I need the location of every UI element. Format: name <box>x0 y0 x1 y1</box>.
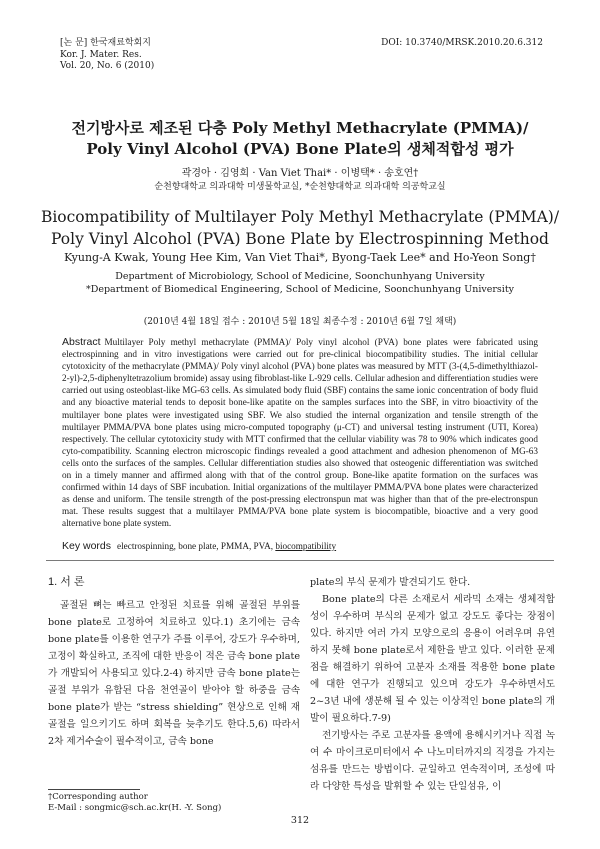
authors-english: Kyung-A Kwak, Young Hee Kim, Van Viet Thai*, Byong-Taek Lee* and Ho-Yeon Song† <box>64 251 536 264</box>
received-dates: (2010년 4월 18일 접수 : 2010년 5월 18일 최종수정 : 2010년 6월 7일 채택) <box>143 317 457 327</box>
abstract-label: Abstract <box>62 336 101 348</box>
title-english <box>30 206 570 250</box>
page-number: 312 <box>290 815 310 826</box>
journal-volume: Vol. 20, No. 6 (2010) <box>60 61 155 71</box>
title-korean-line2: Poly Vinyl Alcohol (PVA) Bone Plate의 생체적합성 평가 <box>86 140 514 158</box>
right-column <box>310 574 555 795</box>
title-korean-line1: 전기방사로 제조된 다층 Poly Methyl Methacrylate (PMMA)/ <box>71 119 529 137</box>
footnote <box>48 792 300 814</box>
intro-paragraph-continued: plate의 부식 문제가 발견되기도 한다. <box>310 577 471 588</box>
abstract-text: Multilayer Poly methyl methacrylate (PMMA)/ Poly vinyl alcohol (PVA) bone plates were fabricated using electrospinning and in vitro investigations were carried out for pre-clinical biocompatibility studies. The initial cellular cytotoxicity of the methacrylate (PMMA)/ Poly vinyl alcohol (PVA) bone plates was measured by MTT (3-(4,5-dimethylthiazol-2-yl)-2,5-diphenyltetrazolium bromide) assay using fibroblast-like L-929 cells. Cellular adhesion and differentiation studies were carried out using osteoblast-like MG-63 cells. As simulated body fluid (SBF) contains the same ionic concentration of body fluid and any bioactive material tends to deposit bone-like apatite on the samples surfaces into the SBF, in vitro bioactivity of the multilayer bone plates were investigated using SBF. We also studied the internal organization and tensile strength of the multilayer PMMA/PVA bone plates using micro-computed topography (μ-CT) and universal testing instrument (UTI, Korea) respectively. The cellular cytotoxicity study with MTT confirmed that the cellular viability was 78 to 90% which indicates good cyto-compatibility. Scanning electron microscopic findings revealed a good attachment and adhesion phenomenon of MG-63 cells onto the surfaces of the samples. Cellular differentiation studies also showed that osteogenic differentiation was switched on in a timely manner and affirmed along with that of the control group. Bone-like apatite formation on the surfaces was confirmed within 14 days of SBF incubation. Initial organizations of the multilayer PMMA/PVA bone plates were characterized as dense and uniform. The tensile strength of the post-pressing electronspun mat was higher than that of the pre-electronspun mat. These results suggest that a multilayer PMMA/PVA bone plate system is biocompatible, bioactive and a very good alternative bone plate system. <box>62 337 538 529</box>
title-english-line2: Poly Vinyl Alcohol (PVA) Bone Plate by Electrospinning Method <box>51 230 549 248</box>
section-heading-introduction: 1. 서 론 <box>48 576 85 588</box>
title-english-line1: Biocompatibility of Multilayer Poly Methyl Methacrylate (PMMA)/ <box>40 208 560 226</box>
footnote-email: E-Mail : songmic@sch.ac.kr(H. -Y. Song) <box>48 803 222 813</box>
left-column <box>48 574 300 750</box>
intro-paragraph-3: 전기방사는 주로 고분자를 용액에 용해시키거나 직접 녹여 수 마이크로미터에서 수 나노미터까지의 직경을 가지는 섬유를 만드는 방법이다. 균일하고 연속적이며, 조성에 따라 다양한 특성을 발휘할 수 있는 단일섬유, 이 <box>310 730 555 792</box>
keywords-text: electrospinning, bone plate, PMMA, PVA, <box>117 541 276 551</box>
journal-name-en: Kor. J. Mater. Res. <box>60 49 142 60</box>
title-korean <box>40 118 560 160</box>
doi-label: DOI: 10.3740/MRSK.2010.20.6.312 <box>381 38 543 48</box>
affiliation-korean: 순천향대학교 의과대학 미생물학교실, *순천향대학교 의과대학 의공학교실 <box>154 182 446 192</box>
footnote-rule <box>48 789 140 790</box>
abstract <box>62 336 538 530</box>
section-divider <box>46 560 554 561</box>
affiliation-english-1: Department of Microbiology, School of Medicine, Soonchunhyang University <box>115 271 485 282</box>
intro-paragraph-1: 골절된 뼈는 빠르고 안정된 치료를 위해 골절된 부위를 bone plate로 고정하여 치료하고 있다.1) 초기에는 금속 bone plate를 이용한 연구가 주를 이루어, 강도가 우수하며, 고정이 확실하고, 조직에 대한 반응이 적은 금속 bone plate가 개발되어 사용되고 있다.2-4) 하지만 금속 bone plate는 골절 부위가 유합된 다음 천연골이 받아야 할 하중을 금속 bone plate가 받는 “stress shielding” 현상으로 인해 재골절을 일으키기도 하며 회복을 늦추기도 한다.5,6) 따라서 2차 제거수술이 필수적이고, 금속 bone <box>48 600 300 747</box>
keywords <box>62 540 538 552</box>
keywords-label: Key words <box>62 540 112 552</box>
affiliation-english-2: *Department of Biomedical Engineering, School of Medicine, Soonchunhyang University <box>85 284 515 295</box>
footnote-corresponding: †Corresponding author <box>48 792 148 802</box>
authors-korean: 곽경아 · 김영희 · Van Viet Thai* · 이병택* · 송호연† <box>181 168 419 179</box>
keywords-last: biocompatibility <box>275 541 337 551</box>
journal-name-ko: [논 문] 한국재료학회지 <box>60 38 151 48</box>
journal-header <box>60 38 154 73</box>
intro-paragraph-2: Bone plate의 다른 소재로서 세라믹 소재는 생체적합성이 우수하며 부식의 문제가 없고 강도도 좋다는 장점이 있다. 하지만 여러 가지 모양으로의 응용이 어려우며 유연하지 못해 bone plate로서 제한을 받고 있다. 이러한 문제점을 해결하기 위하여 고분자 소재를 적용한 bone plate에 대한 연구가 진행되고 있으며 강도가 우수하면서도 2~3년 내에 생분해 될 수 있는 이상적인 bone plate의 개발이 필요하다.7-9) <box>310 594 555 724</box>
affiliation-english <box>30 270 570 296</box>
